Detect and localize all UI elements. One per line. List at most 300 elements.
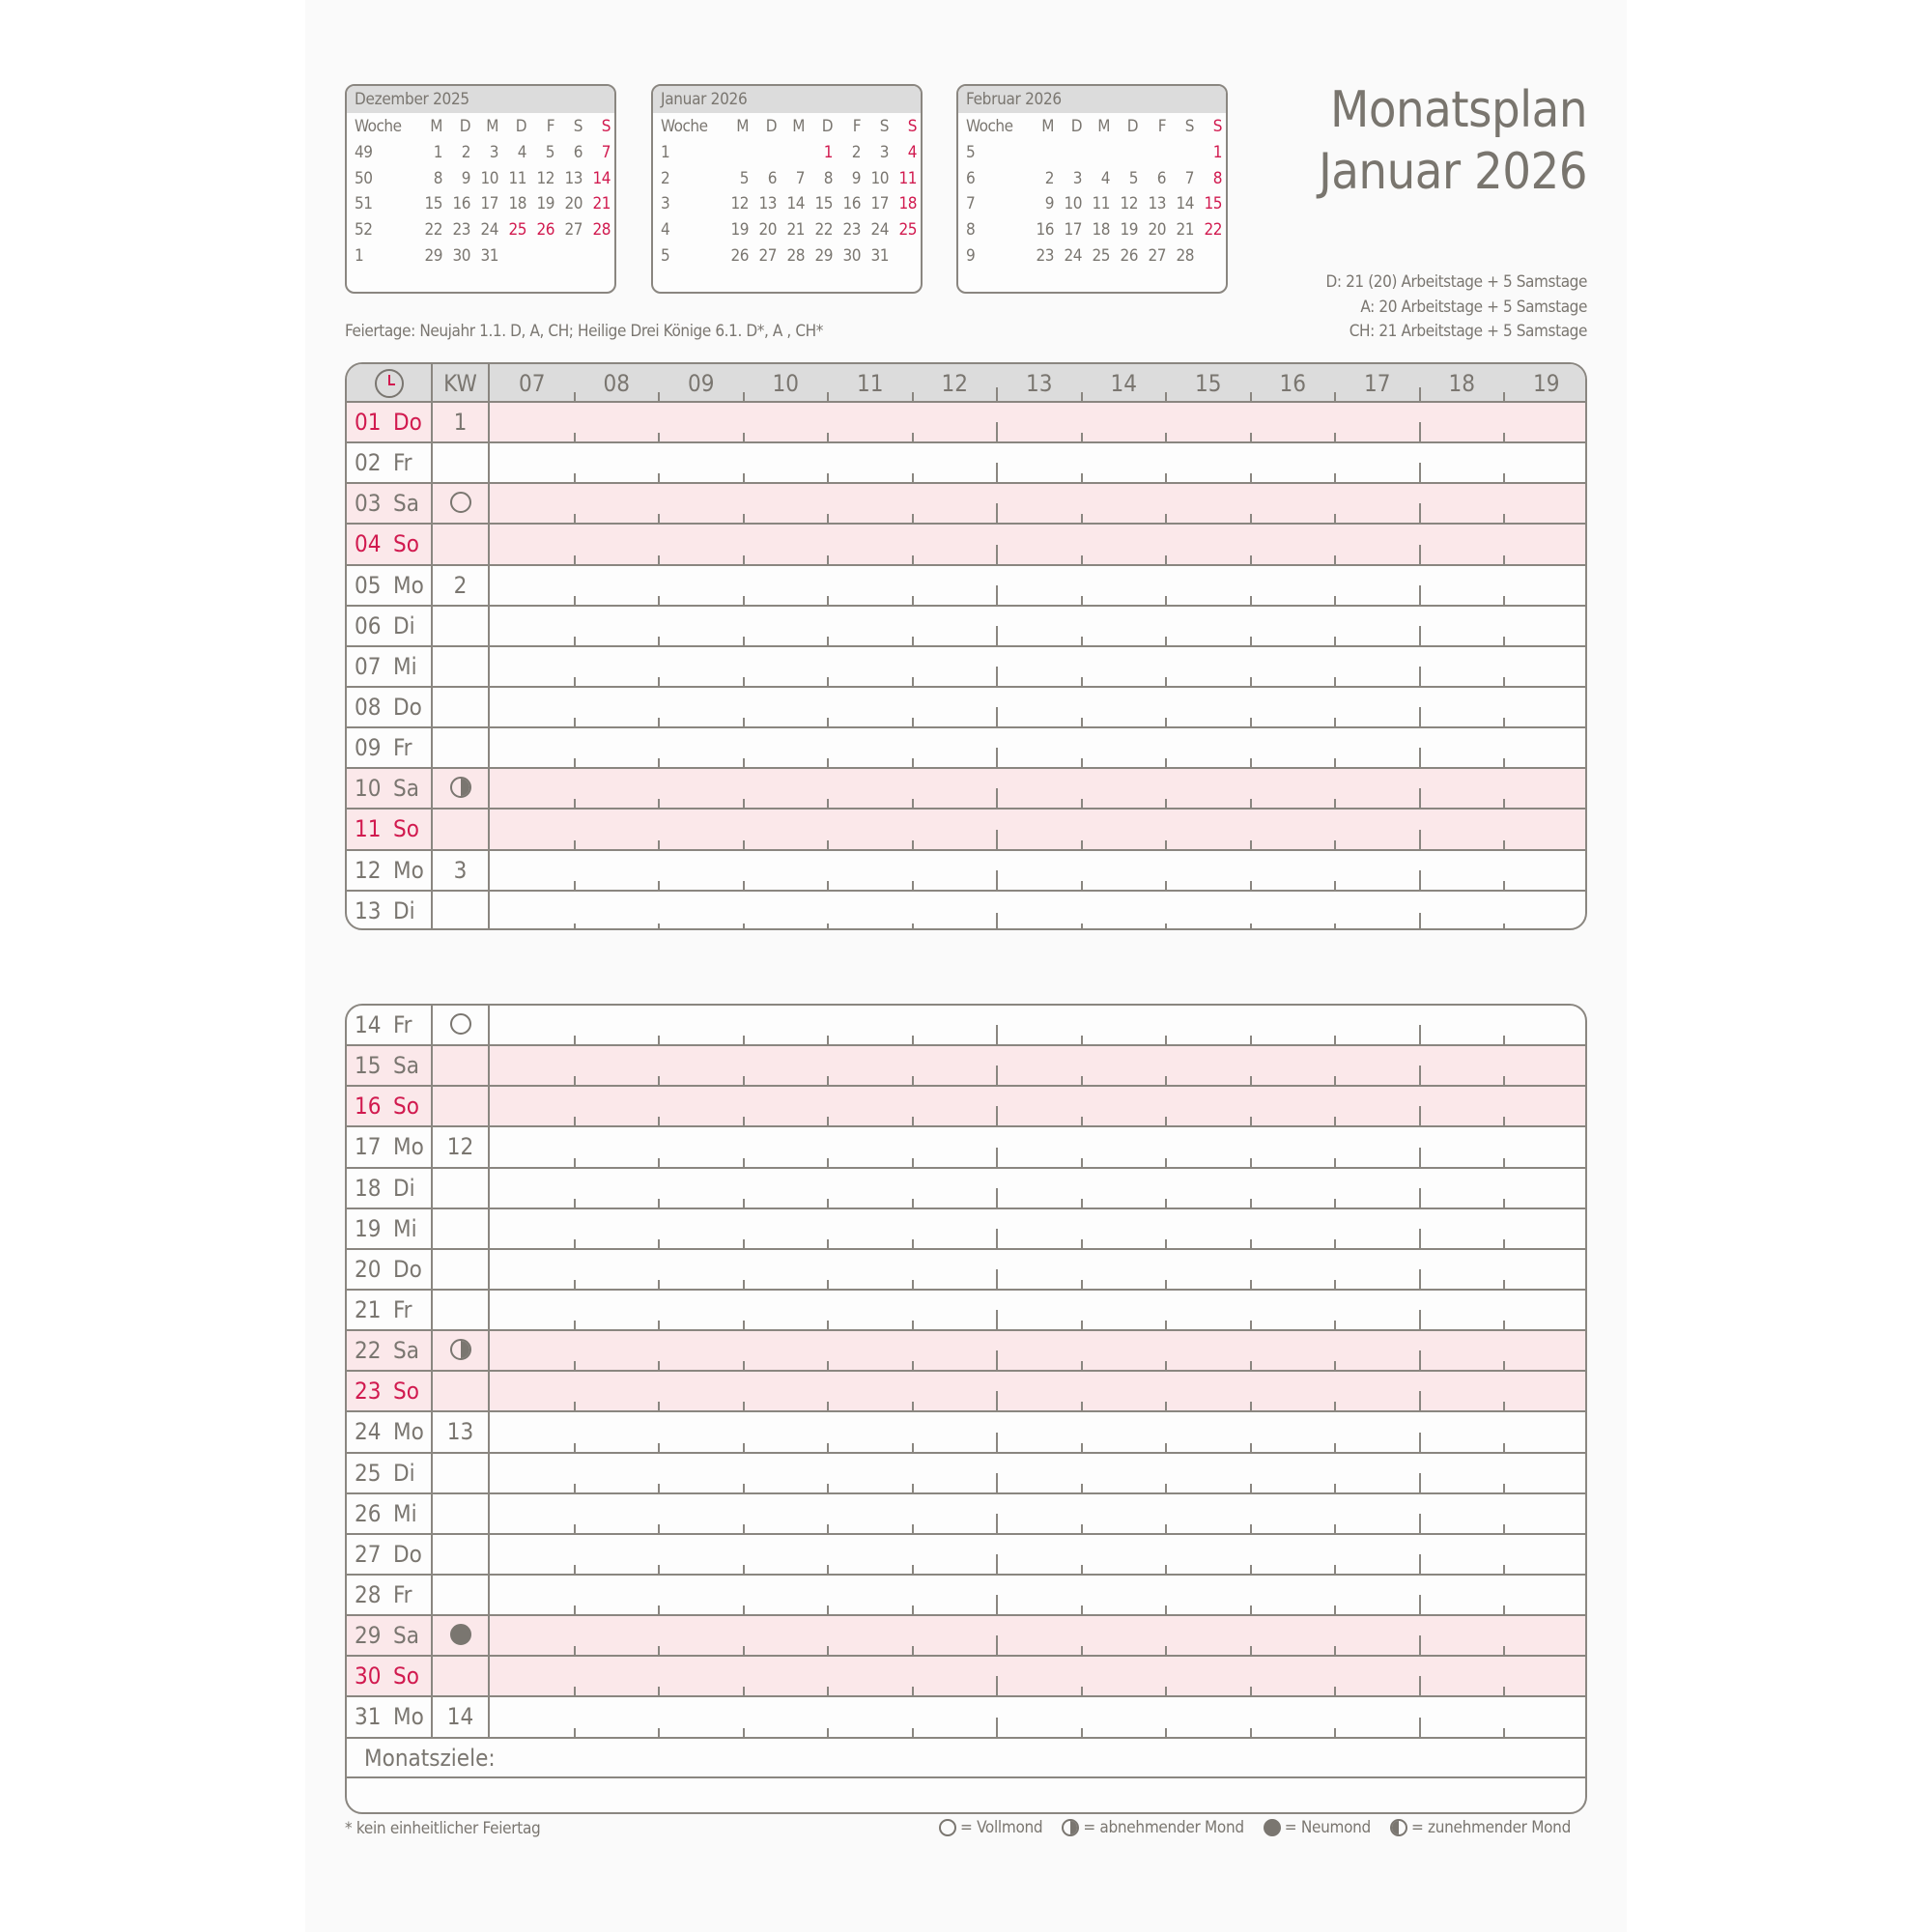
hour-tick — [1503, 1199, 1505, 1208]
hour-slots[interactable] — [490, 403, 1585, 441]
hour-tick — [912, 1199, 914, 1208]
day-number: 25 — [898, 220, 917, 241]
hour-tick — [1419, 788, 1421, 808]
hour-tick — [1334, 758, 1336, 767]
hour-tick — [743, 1605, 745, 1614]
hour-tick — [743, 799, 745, 808]
hour-slots[interactable] — [490, 1535, 1585, 1574]
week-number: 49 — [355, 143, 373, 163]
hour-tick — [996, 913, 998, 930]
hour-tick — [827, 799, 829, 808]
hour-tick — [1081, 555, 1083, 564]
day-row[interactable] — [347, 607, 1585, 647]
hour-tick — [1503, 392, 1505, 401]
hour-tick — [1419, 626, 1421, 645]
footnote: * kein einheitlicher Feiertag — [345, 1819, 541, 1838]
hour-slots[interactable] — [490, 1412, 1585, 1451]
hour-slots[interactable] — [490, 769, 1585, 808]
mini-calendar-header-cell: D — [821, 117, 833, 137]
day-row[interactable] — [347, 769, 1585, 810]
weekday: Sa — [393, 1052, 419, 1080]
title-line-2: Januar 2026 — [1318, 143, 1587, 201]
hour-tick — [743, 1524, 745, 1533]
hour-tick — [1334, 1361, 1336, 1370]
hour-tick — [1081, 1605, 1083, 1614]
hour-label: 07 — [519, 370, 546, 397]
hour-slots[interactable] — [490, 1006, 1585, 1044]
hour-tick — [1503, 1646, 1505, 1655]
hour-label: 13 — [1026, 370, 1053, 397]
day-row[interactable] — [347, 1250, 1585, 1291]
mini-calendar-header-cell: M — [1097, 117, 1110, 137]
hour-tick — [1165, 1687, 1167, 1695]
mini-calendar-week — [661, 165, 917, 191]
day-row[interactable] — [347, 1454, 1585, 1494]
mini-calendar-week — [966, 165, 1222, 191]
hour-tick — [1165, 1728, 1167, 1737]
day-cell — [347, 403, 433, 441]
mini-calendar-header-cell: Woche — [966, 117, 1013, 137]
hour-tick — [1165, 758, 1167, 767]
kw-cell — [433, 1127, 490, 1166]
hour-tick — [827, 1280, 829, 1289]
mini-calendar-header-cell: M — [736, 117, 749, 137]
hour-tick — [996, 1391, 998, 1410]
weekday: Fr — [393, 1580, 412, 1608]
day-number: 26 — [355, 1499, 382, 1527]
hour-tick — [1081, 1076, 1083, 1085]
day-row[interactable] — [347, 1331, 1585, 1372]
hour-tick — [574, 1728, 576, 1737]
hour-slots[interactable] — [490, 1087, 1585, 1125]
day-row[interactable] — [347, 1169, 1585, 1209]
mini-calendar-header-cell: M — [1041, 117, 1054, 137]
hour-label: 17 — [1364, 370, 1391, 397]
hour-tick — [574, 1443, 576, 1452]
hour-tick — [1165, 473, 1167, 482]
hour-tick — [743, 1199, 745, 1208]
day-cell — [347, 1250, 433, 1289]
day-row[interactable] — [347, 1209, 1585, 1250]
day-cell — [347, 769, 433, 808]
day-row[interactable] — [347, 1697, 1585, 1738]
day-number: 01 — [355, 409, 382, 436]
mini-calendar-week — [966, 242, 1222, 269]
day-row[interactable] — [347, 1494, 1585, 1535]
hour-tick — [1503, 1605, 1505, 1614]
hour-tick — [1419, 1676, 1421, 1695]
day-number: 17 — [355, 1133, 382, 1161]
hour-tick — [827, 1239, 829, 1248]
day-number: 26 — [730, 245, 749, 266]
day-number: 4 — [517, 143, 526, 163]
hour-tick — [912, 1565, 914, 1574]
hour-slots[interactable] — [490, 1250, 1585, 1289]
hour-tick — [1419, 1391, 1421, 1410]
hour-slots[interactable] — [490, 1331, 1585, 1370]
hour-tick — [1081, 1524, 1083, 1533]
hour-slots[interactable] — [490, 1616, 1585, 1655]
hour-tick — [996, 1514, 998, 1533]
hour-tick — [827, 1199, 829, 1208]
hour-tick — [996, 1473, 998, 1492]
kw-cell — [433, 566, 490, 605]
hour-tick — [658, 1524, 660, 1533]
kw-cell — [433, 1291, 490, 1329]
hour-tick — [1419, 1473, 1421, 1492]
kw-cell — [433, 647, 490, 686]
day-number — [721, 140, 749, 166]
mini-calendar-header-cell: D — [765, 117, 777, 137]
hour-slots[interactable] — [490, 728, 1585, 767]
hour-tick — [743, 1443, 745, 1452]
hour-tick — [1081, 677, 1083, 686]
hour-tick — [1419, 870, 1421, 890]
hour-tick — [1334, 923, 1336, 930]
day-row[interactable] — [347, 1616, 1585, 1657]
hour-tick — [1334, 1646, 1336, 1655]
hour-tick — [1503, 1280, 1505, 1289]
day-number: 7 — [1184, 168, 1194, 188]
hour-tick — [1419, 1514, 1421, 1533]
hour-tick — [574, 1117, 576, 1125]
hour-slots[interactable] — [490, 1169, 1585, 1208]
hour-tick — [996, 1350, 998, 1370]
day-number: 11 — [1092, 194, 1110, 214]
hour-tick — [743, 1361, 745, 1370]
day-number: 21 — [1176, 220, 1194, 241]
day-row[interactable] — [347, 1412, 1585, 1453]
day-row[interactable] — [347, 1576, 1585, 1616]
goals-input-line[interactable] — [347, 1778, 1585, 1814]
day-row[interactable] — [347, 1291, 1585, 1331]
hour-slots[interactable] — [490, 688, 1585, 726]
hour-tick — [1334, 596, 1336, 605]
hour-slots[interactable] — [490, 810, 1585, 848]
mini-calendar-header-cell: Woche — [355, 117, 402, 137]
hour-tick — [658, 1443, 660, 1452]
hour-tick — [1419, 1229, 1421, 1248]
hour-tick — [1165, 1524, 1167, 1533]
hour-tick — [574, 1199, 576, 1208]
day-number: 6 — [1156, 168, 1166, 188]
hour-tick — [743, 1076, 745, 1085]
hour-tick — [1081, 758, 1083, 767]
day-row[interactable] — [347, 892, 1585, 930]
hour-tick — [743, 677, 745, 686]
hour-tick — [743, 1728, 745, 1737]
hour-tick — [743, 1036, 745, 1044]
hour-tick — [743, 1646, 745, 1655]
hour-tick — [1503, 840, 1505, 849]
hour-slots[interactable] — [490, 892, 1585, 930]
day-row[interactable] — [347, 1046, 1585, 1087]
week-number: 1 — [355, 245, 364, 266]
hour-tick — [574, 1402, 576, 1410]
day-number: 10 — [480, 168, 498, 188]
day-number — [1082, 140, 1110, 166]
hour-tick — [743, 1117, 745, 1125]
day-row[interactable] — [347, 443, 1585, 484]
hour-slots[interactable] — [490, 1291, 1585, 1329]
hour-tick — [574, 596, 576, 605]
mini-calendar-title: Februar 2026 — [958, 86, 1226, 113]
legend-label: = Vollmond — [960, 1818, 1043, 1837]
hour-tick — [1250, 1361, 1252, 1370]
mini-calendar-week — [661, 217, 917, 243]
kw-cell — [433, 1209, 490, 1248]
hour-tick — [996, 1595, 998, 1614]
hour-tick — [1250, 1402, 1252, 1410]
hour-tick — [743, 758, 745, 767]
hour-tick — [1503, 1402, 1505, 1410]
hour-tick — [996, 1718, 998, 1737]
kw-cell — [433, 403, 490, 441]
goals-row[interactable]: Monatsziele: — [347, 1739, 1585, 1778]
day-row[interactable] — [347, 728, 1585, 769]
hour-tick — [574, 1605, 576, 1614]
hour-tick — [1165, 1076, 1167, 1085]
day-number: 18 — [355, 1174, 382, 1202]
hour-tick — [996, 1310, 998, 1329]
hour-slots[interactable] — [490, 566, 1585, 605]
hour-tick — [1165, 881, 1167, 890]
hour-tick — [1081, 1402, 1083, 1410]
hour-tick — [1250, 799, 1252, 808]
kw-cell — [433, 810, 490, 848]
kw-cell — [433, 1576, 490, 1614]
hour-tick — [827, 1117, 829, 1125]
hour-tick — [996, 387, 998, 401]
weekday: So — [393, 1378, 419, 1406]
day-number: 27 — [355, 1540, 382, 1568]
hour-tick — [743, 718, 745, 726]
hour-tick — [1250, 677, 1252, 686]
day-number: 1 — [433, 143, 442, 163]
day-number: 02 — [355, 449, 382, 477]
week-number: 12 — [446, 1133, 474, 1161]
hour-slots[interactable] — [490, 1657, 1585, 1695]
hour-slots[interactable] — [490, 1046, 1585, 1085]
kw-cell — [433, 443, 490, 482]
day-number: 30 — [355, 1662, 382, 1690]
hour-tick — [827, 923, 829, 930]
hour-slots[interactable] — [490, 525, 1585, 563]
hour-slots[interactable] — [490, 1372, 1585, 1410]
hour-tick — [1250, 596, 1252, 605]
day-number: 30 — [452, 245, 470, 266]
hour-tick — [743, 923, 745, 930]
day-cell — [347, 1494, 433, 1533]
hour-tick — [1334, 718, 1336, 726]
hour-tick — [1419, 748, 1421, 767]
hour-tick — [1503, 923, 1505, 930]
weekday: Do — [393, 409, 422, 436]
day-cell — [347, 1169, 433, 1208]
hour-tick — [827, 473, 829, 482]
hour-tick — [1081, 1687, 1083, 1695]
mini-calendar-header-cell: S — [879, 117, 889, 137]
kw-cell — [433, 1412, 490, 1451]
hour-tick — [1503, 677, 1505, 686]
hour-tick — [743, 1687, 745, 1695]
hour-slots[interactable] — [490, 851, 1585, 890]
day-number: 15 — [424, 194, 442, 214]
hour-tick — [1165, 1484, 1167, 1492]
kw-cell — [433, 769, 490, 808]
hour-tick — [1419, 667, 1421, 686]
day-number: 12 — [536, 168, 554, 188]
new-moon-icon — [1264, 1819, 1281, 1836]
hour-tick — [1250, 1158, 1252, 1167]
weekday: Sa — [393, 1337, 419, 1365]
hour-tick — [1334, 514, 1336, 523]
day-row[interactable] — [347, 1006, 1585, 1046]
day-number: 26 — [536, 220, 554, 241]
kw-header: KW — [433, 364, 490, 401]
day-number: 20 — [758, 220, 777, 241]
week-number: 5 — [966, 143, 976, 163]
day-number: 24 — [870, 220, 889, 241]
day-cell — [347, 525, 433, 563]
hour-tick — [1081, 596, 1083, 605]
hour-tick — [658, 1565, 660, 1574]
weekday: So — [393, 1662, 419, 1690]
day-grid-part-2 — [345, 1004, 1587, 1814]
day-number — [1054, 140, 1082, 166]
hour-tick — [1334, 1402, 1336, 1410]
hour-slots[interactable] — [490, 443, 1585, 482]
day-row[interactable] — [347, 688, 1585, 728]
day-number: 15 — [355, 1052, 382, 1080]
hour-label: 11 — [857, 370, 884, 397]
hour-tick — [996, 870, 998, 890]
hour-tick — [1250, 840, 1252, 849]
hour-tick — [1503, 881, 1505, 890]
day-number: 07 — [355, 652, 382, 680]
hour-slots[interactable] — [490, 1209, 1585, 1248]
hour-tick — [1165, 1199, 1167, 1208]
day-row[interactable] — [347, 647, 1585, 688]
kw-cell — [433, 1169, 490, 1208]
hour-tick — [996, 1635, 998, 1655]
hour-label: 10 — [772, 370, 799, 397]
day-row[interactable] — [347, 1535, 1585, 1576]
day-number: 27 — [758, 245, 777, 266]
day-number: 2 — [851, 143, 861, 163]
hour-tick — [1334, 392, 1336, 401]
day-row[interactable] — [347, 403, 1585, 443]
week-number: 52 — [355, 220, 373, 241]
day-number: 08 — [355, 693, 382, 721]
day-row[interactable] — [347, 566, 1585, 607]
hour-tick — [912, 718, 914, 726]
day-number — [1166, 140, 1194, 166]
hour-slots[interactable] — [490, 607, 1585, 645]
hour-tick — [827, 1605, 829, 1614]
hour-slots[interactable] — [490, 1454, 1585, 1492]
hour-tick — [1503, 473, 1505, 482]
hour-slots[interactable] — [490, 1576, 1585, 1614]
day-number: 26 — [1120, 245, 1138, 266]
hour-tick — [996, 1554, 998, 1574]
grid-header — [347, 364, 1585, 403]
hour-tick — [1419, 1106, 1421, 1125]
mini-calendar-header-cell: S — [1184, 117, 1194, 137]
hour-tick — [743, 840, 745, 849]
kw-cell — [433, 892, 490, 930]
day-number: 29 — [424, 245, 442, 266]
week-number: 50 — [355, 168, 373, 188]
day-row[interactable] — [347, 851, 1585, 892]
hour-tick — [1503, 1484, 1505, 1492]
hour-tick — [1250, 1036, 1252, 1044]
hour-tick — [1250, 1524, 1252, 1533]
hour-tick — [658, 923, 660, 930]
hour-slots[interactable] — [490, 647, 1585, 686]
day-row[interactable] — [347, 1087, 1585, 1127]
hour-tick — [912, 1280, 914, 1289]
hour-tick — [1334, 637, 1336, 645]
hour-slots[interactable] — [490, 484, 1585, 523]
hour-tick — [574, 1646, 576, 1655]
hour-tick — [1334, 1076, 1336, 1085]
kw-cell — [433, 1006, 490, 1044]
hour-tick — [1165, 718, 1167, 726]
day-row[interactable] — [347, 484, 1585, 525]
hour-tick — [1165, 1117, 1167, 1125]
day-number: 25 — [1092, 245, 1110, 266]
day-row[interactable] — [347, 1657, 1585, 1697]
week-number: 6 — [966, 168, 976, 188]
day-number: 2 — [461, 143, 470, 163]
week-number: 7 — [966, 194, 976, 214]
weekday: Mi — [393, 652, 417, 680]
mini-calendar-week — [355, 242, 611, 269]
legend-item — [1062, 1818, 1243, 1837]
day-number: 23 — [355, 1378, 382, 1406]
hour-tick — [1503, 1036, 1505, 1044]
hour-tick — [996, 1106, 998, 1125]
hour-tick — [1081, 1361, 1083, 1370]
week-number: 14 — [446, 1703, 474, 1731]
hour-tick — [658, 840, 660, 849]
clock-header-cell — [347, 364, 433, 401]
weekday: Fr — [393, 734, 412, 762]
day-number: 22 — [1204, 220, 1222, 241]
hour-slots[interactable] — [490, 1494, 1585, 1533]
day-number — [1138, 140, 1166, 166]
day-row[interactable] — [347, 1127, 1585, 1168]
day-cell — [347, 1087, 433, 1125]
day-row[interactable] — [347, 525, 1585, 565]
clock-icon — [375, 369, 404, 398]
hour-tick — [1250, 433, 1252, 441]
day-cell — [347, 647, 433, 686]
hour-tick — [996, 707, 998, 726]
hour-slots[interactable] — [490, 1697, 1585, 1736]
day-row[interactable] — [347, 1372, 1585, 1412]
mini-calendar-header-cell: D — [515, 117, 526, 137]
day-number: 21 — [592, 194, 611, 214]
hour-slots[interactable] — [490, 1127, 1585, 1166]
hour-tick — [1334, 1484, 1336, 1492]
hour-tick — [1503, 596, 1505, 605]
day-number: 19 — [355, 1214, 382, 1242]
day-number — [749, 140, 777, 166]
day-number: 14 — [1176, 194, 1194, 214]
day-row[interactable] — [347, 810, 1585, 850]
